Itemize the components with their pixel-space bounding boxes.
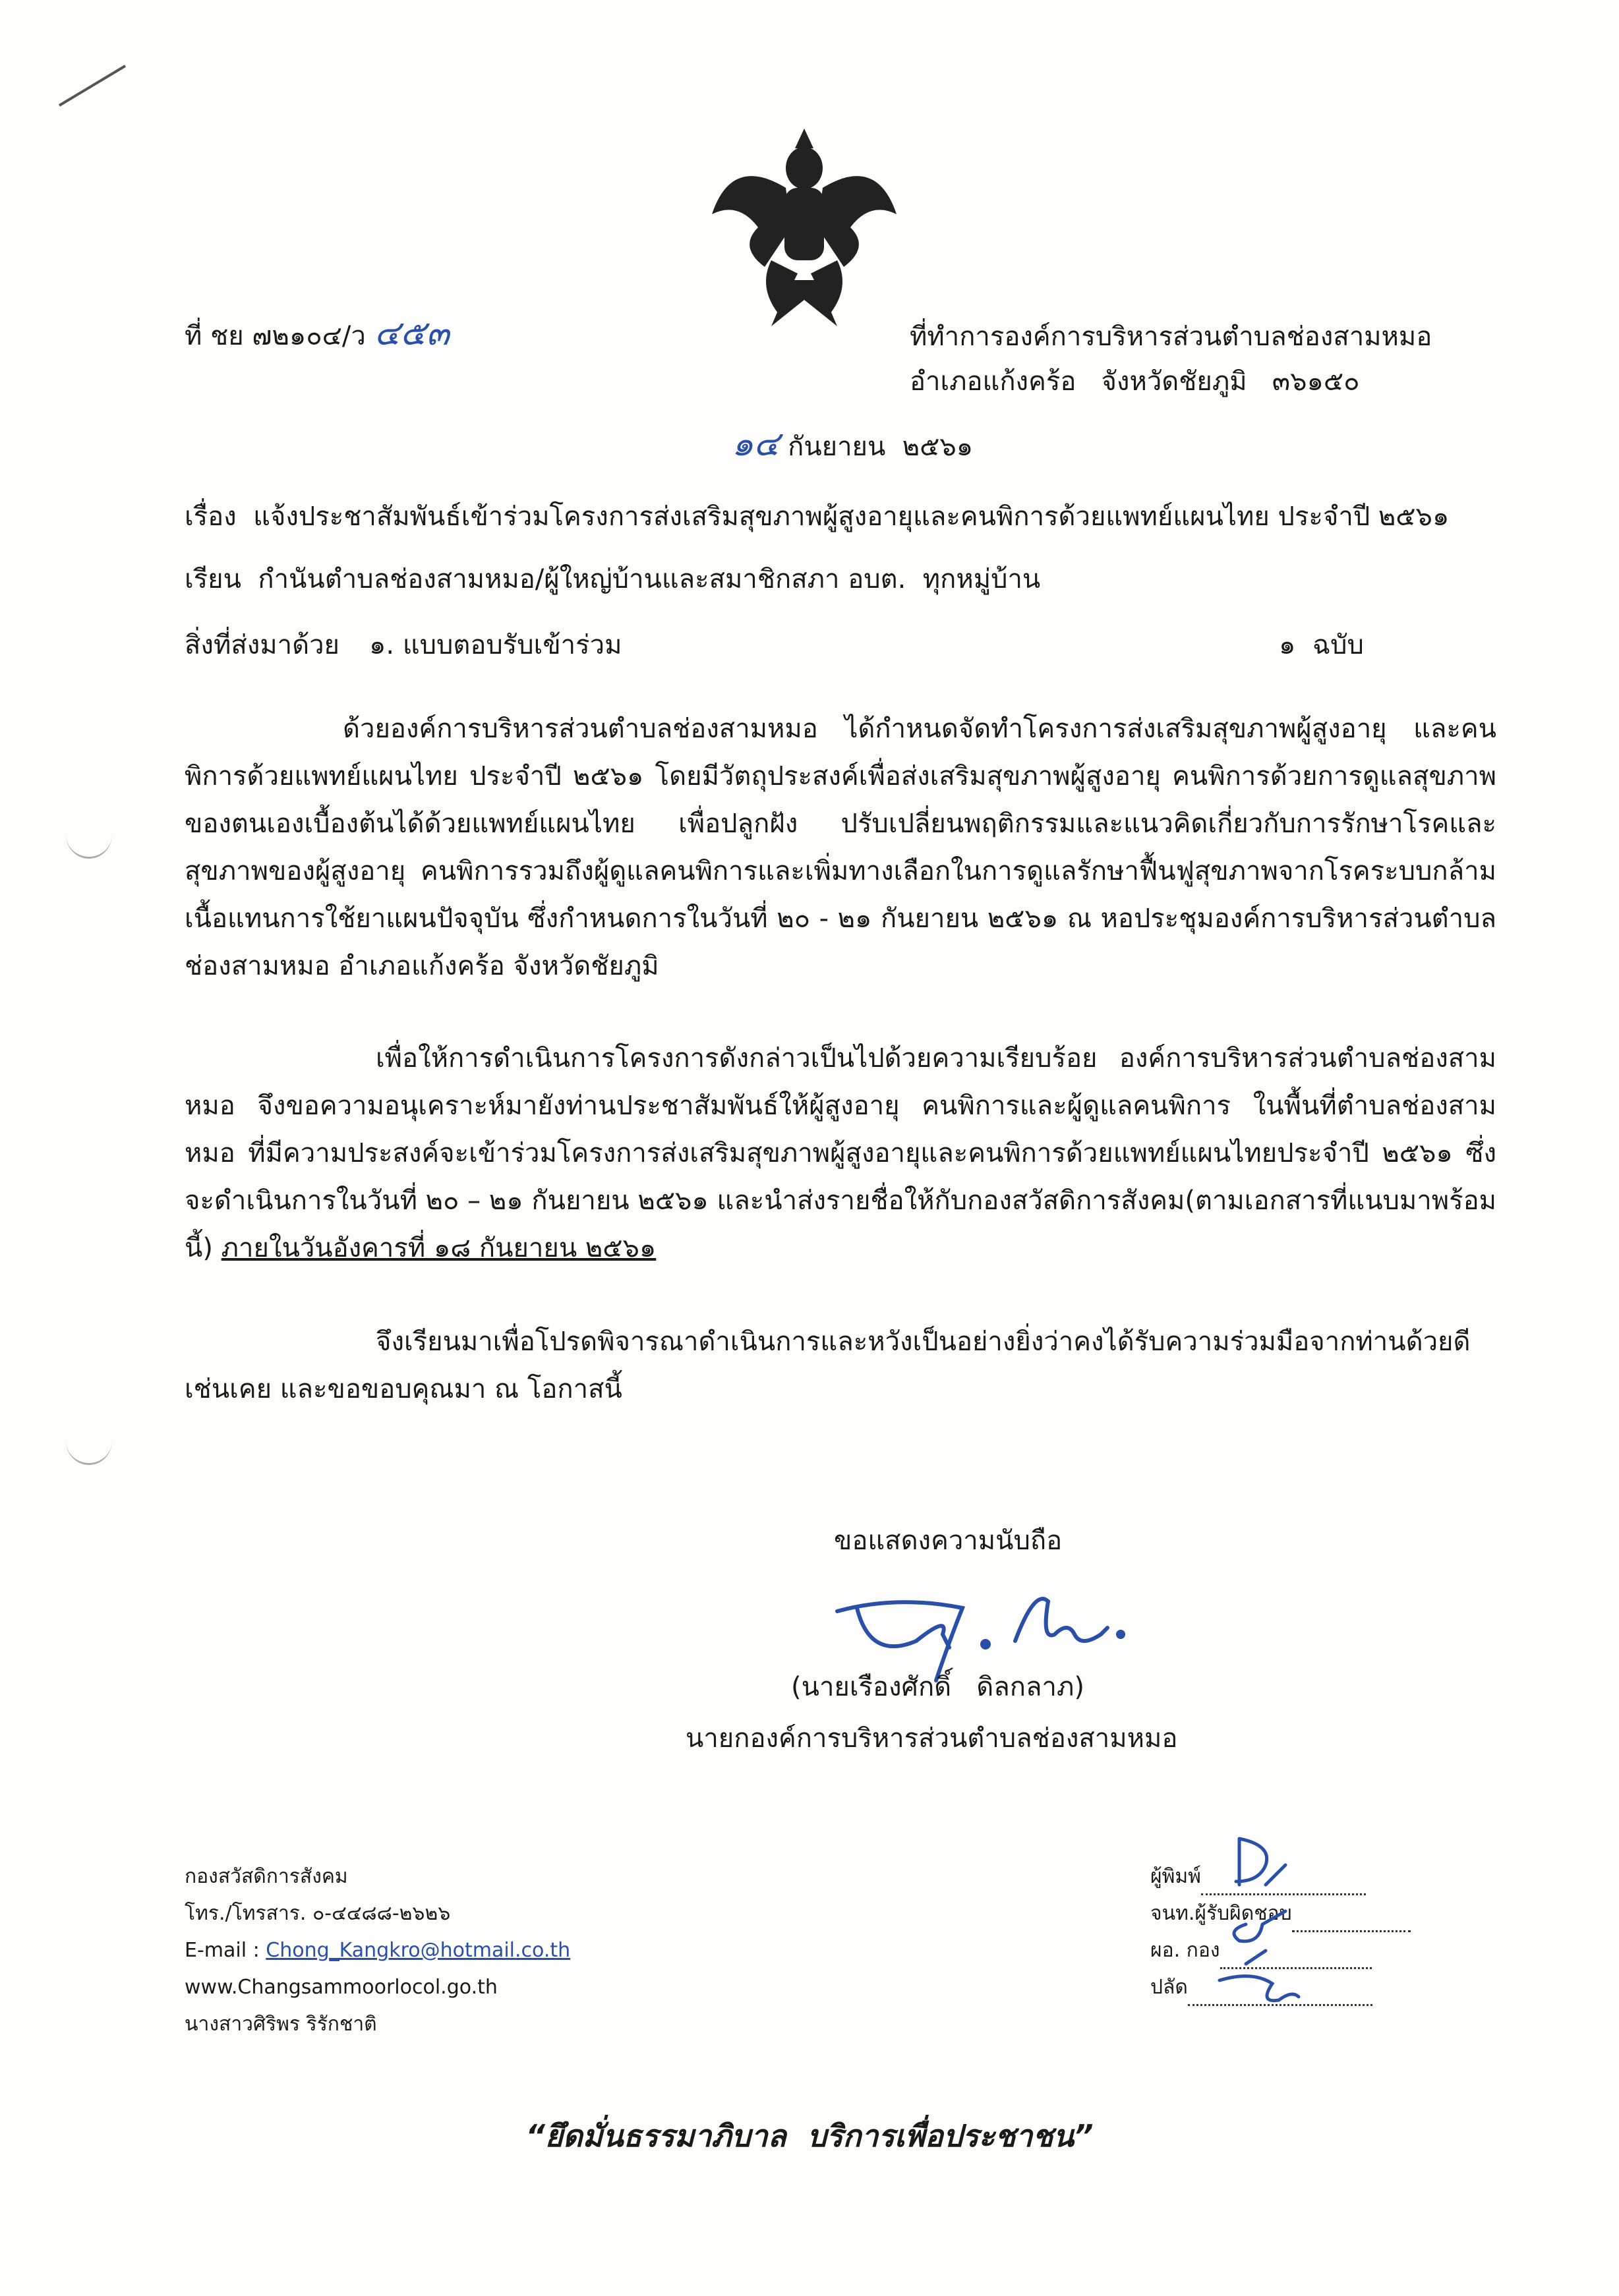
approval-label: ผอ. กอง [1150,1939,1220,1962]
paragraph-2-deadline: ภายในวันอังคารที่ ๑๘ กันยายน ๒๕๖๑ [221,1233,657,1263]
footer-department: กองสวัสดิการสังคม [185,1865,348,1888]
closing-text: ขอแสดงความนับถือ [834,1526,1063,1556]
document-number-handwritten: ๔๕๓ [374,314,450,353]
paragraph-2-text: เพื่อให้การดำเนินการโครงการดังกล่าวเป็นไปด้วยความเรียบร้อย องค์การบริหารส่วนตำบลช่องสามหมอ จึงขอความอนุเคราะห์มายังท่านประชาสัมพันธ์ให้ผู้สูงอายุ คนพิการและผู้ดูแลคนพิการ ในพื้นที่ตำบลช่องสามหมอ ที่มีความประสงค์จะเข้าร่วมโครงการส่งเสริมสุขภาพผู้สูงอายุและคนพิการด้วยแพทย์แผนไทยประจำปี ๒๕๖๑ ซึ่งจะดำเนินการในวันที่ ๒๐ – ๒๑ กันยายน ๒๕๖๑ และนำส่งรายชื่อให้กับกองสวัสดิการสังคม(ตามเอกสารที่แนบมาพร้อมนี้) [185,1043,1496,1263]
document-date [732,424,974,464]
approval-label: ปลัด [1150,1976,1188,1999]
date-day-handwritten: ๑๔ [732,424,780,464]
enclosure-count: ๑ ฉบับ [1279,630,1364,660]
body-paragraph-2 [185,1035,1496,1272]
document-number [185,316,450,353]
paragraph-1-text: ด้วยองค์การบริหารส่วนตำบลช่องสามหมอ ได้กำหนดจัดทำโครงการส่งเสริมสุขภาพผู้สูงอายุ และคนพิการด้วยแพทย์แผนไทย ประจำปี ๒๕๖๑ โดยมีวัตถุประสงค์เพื่อส่งเสริมสุขภาพผู้สูงอายุ คนพิการด้วยการดูแลสุขภาพของตนเองเบื้องต้นได้ด้วยแพทย์แผนไทย เพื่อปลูกฝัง ปรับเปลี่ยนพฤติกรรมและแนวคิดเกี่ยวกับการรักษาโรคและสุขภาพของผู้สูงอายุ คนพิการรวมถึงผู้ดูแลคนพิการและเพิ่มทางเลือกในการดูแลรักษาฟื้นฟูสุขภาพจากโรคระบบกล้ามเนื้อแทนการใช้ยาแผนปัจจุบัน ซึ่งกำหนดการในวันที่ ๒๐ - ๒๑ กันยายน ๒๕๖๑ ณ หอประชุมองค์การบริหารส่วนตำบลช่องสามหมอ อำเภอแก้งคร้อ จังหวัดชัยภูมิ [185,714,1496,981]
office-address-line1: ที่ทำการองค์การบริหารส่วนตำบลช่องสามหมอ [910,322,1432,352]
footer-email-row [185,1932,570,1969]
pen-mark [53,59,132,112]
footer-email-label: E-mail : [185,1939,260,1962]
footer-email-link[interactable]: Chong_Kangkro@hotmail.co.th [266,1939,571,1962]
footer-phone: โทร./โทรสาร. ๐-๔๔๘๘-๒๖๒๖ [185,1902,451,1925]
paragraph-3-text: จึงเรียนมาเพื่อโปรดพิจารณาดำเนินการและหวังเป็นอย่างยิ่งว่าคงได้รับความร่วมมือจากท่านด้วยดีเช่นเคย และขอขอบคุณมา ณ โอกาสนี้ [185,1327,1471,1404]
garuda-emblem [692,115,916,333]
signatory-name: (นายเรืองศักดิ์ ดิลกลาภ) [791,1672,1084,1702]
date-month-year: กันยายน ๒๕๖๑ [788,432,974,462]
office-address-line2: อำเภอแก้งคร้อ จังหวัดชัยภูมิ ๓๖๑๕๐ [910,366,1360,397]
punch-hole-mark [66,1417,112,1465]
motto: “ยึดมั่นธรรมาภิบาล บริการเพื่อประชาชน” [525,2118,1094,2154]
footer-contact [185,1858,570,2043]
footer-staff: นางสาวศิริพร ริรักชาติ [185,2013,377,2036]
subject-line: เรื่อง แจ้งประชาสัมพันธ์เข้าร่วมโครงการส่งเสริมสุขภาพผู้สูงอายุและคนพิการด้วยแพทย์แผนไทย ประจำปี ๒๕๖๑ [185,502,1450,532]
approval-initials [1200,1825,1345,2017]
addressee-line: เรียน กำนันตำบลช่องสามหมอ/ผู้ใหญ่บ้านและสมาชิกสภา อบต. ทุกหมู่บ้าน [185,564,1041,594]
document-number-label: ที่ ชย ๗๒๑๐๔/ว [185,321,366,351]
approval-label: จนท.ผู้รับผิดชอบ [1150,1902,1292,1925]
signatory-title: นายกองค์การบริหารส่วนตำบลช่องสามหมอ [686,1723,1178,1754]
body-paragraph-3 [185,1318,1496,1413]
body-paragraph-1 [185,705,1496,990]
enclosure-label: สิ่งที่ส่งมาด้วย [185,630,339,660]
approval-label: ผู้พิมพ์ [1150,1865,1201,1888]
footer-website: www.Changsammoorlocol.go.th [185,1976,498,1999]
enclosure-item: ๑. แบบตอบรับเข้าร่วม [369,630,622,660]
punch-hole-mark [66,811,112,859]
